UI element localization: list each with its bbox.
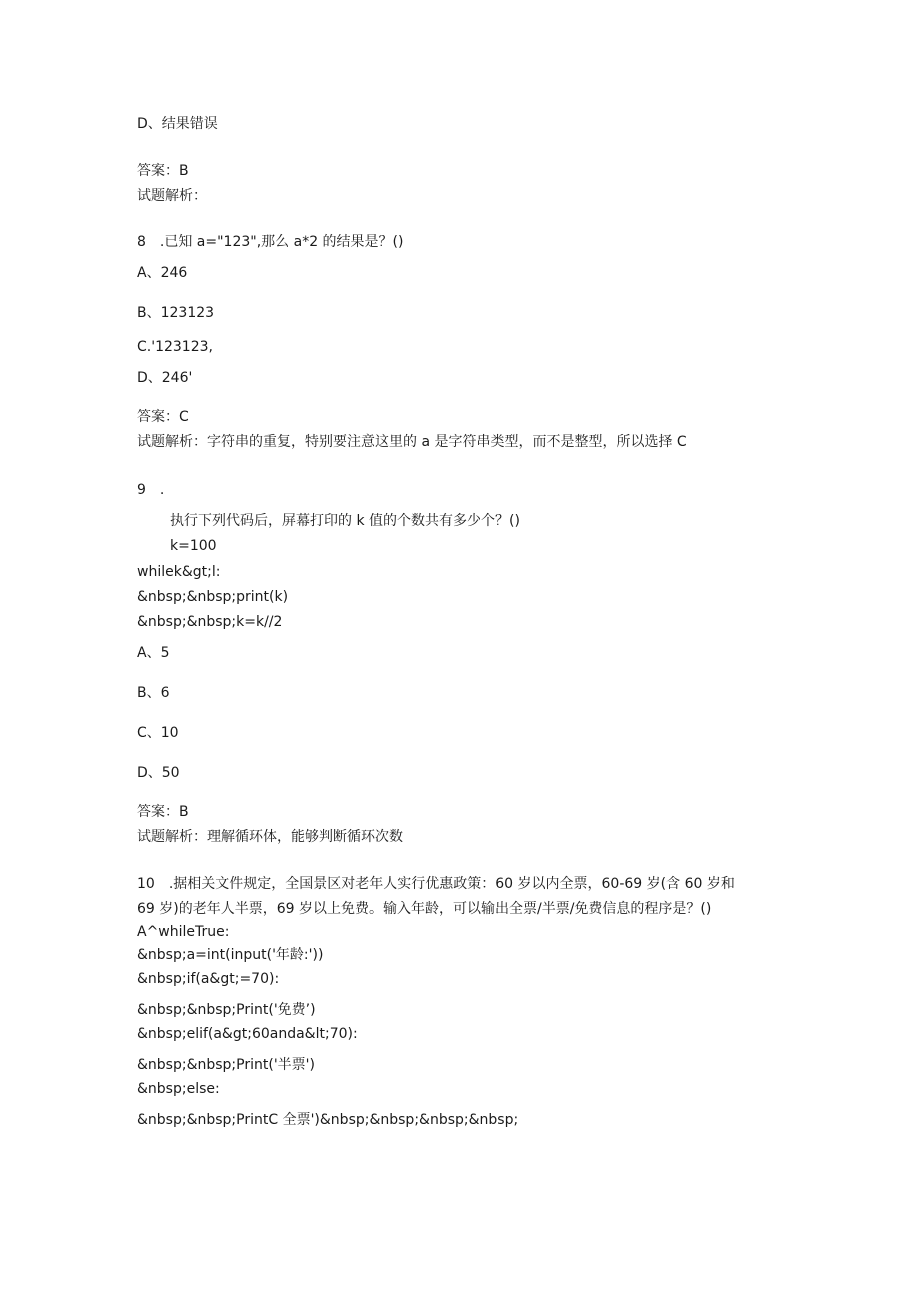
q9-code-line: whilek&gt;l: [137,564,221,580]
q9-code-line: &nbsp;&nbsp;print(k) [137,589,289,605]
q10-code-line: A^whileTrue: [137,924,230,940]
q10-code-line: &nbsp;&nbsp;Print('免费’) [137,1002,316,1018]
q10-code-line: &nbsp;else: [137,1081,220,1097]
q8-option-c: C.'123123, [137,339,213,355]
q9-answer: 答案：B [137,804,189,820]
q8-option-d: D、246' [137,370,193,386]
q8-answer: 答案：C [137,409,189,425]
q10-stem-line-2: 69 岁)的老年人半票，69 岁以上免费。输入年龄，可以输出全票/半票/免费信息的程序是？() [137,901,712,917]
q9-code-line: k=100 [170,538,217,554]
q9-analysis: 试题解析：理解循环体，能够判断循环次数 [137,829,403,845]
q10-code-line: &nbsp;&nbsp;Print('半票') [137,1057,315,1073]
q10-code-line: &nbsp;elif(a&gt;60anda&lt;70): [137,1026,358,1042]
q8-stem: 8 .已知 a="123",那么 a*2 的结果是？() [137,234,404,250]
q10-stem-line-1: 10 .据相关文件规定，全国景区对老年人实行优惠政策：60 岁以内全票，60-69 岁(含 60 岁和 [137,876,735,892]
q9-option-d: D、50 [137,765,180,781]
q9-stem: 执行下列代码后，屏幕打印的 k 值的个数共有多少个？() [170,513,520,529]
q10-code-line: &nbsp;a=int(input('年龄:')) [137,947,324,963]
q9-code-line: &nbsp;&nbsp;k=k//2 [137,614,283,630]
q8-analysis: 试题解析：字符串的重复，特别要注意这里的 a 是字符串类型，而不是整型，所以选择 C [137,434,687,450]
q7-option-d: D、结果错误 [137,116,218,132]
q10-code-line: &nbsp;&nbsp;PrintC 全票')&nbsp;&nbsp;&nbsp;&nbsp; [137,1112,519,1128]
q9-option-a: A、5 [137,645,170,661]
q9-option-b: B、6 [137,685,170,701]
q7-analysis: 试题解析： [137,188,207,204]
q8-option-b: B、123123 [137,305,215,321]
q10-code-line: &nbsp;if(a&gt;=70): [137,971,280,987]
q9-option-c: C、10 [137,725,179,741]
q9-number: 9 . [137,482,165,498]
q8-option-a: A、246 [137,265,188,281]
q7-answer: 答案：B [137,163,189,179]
